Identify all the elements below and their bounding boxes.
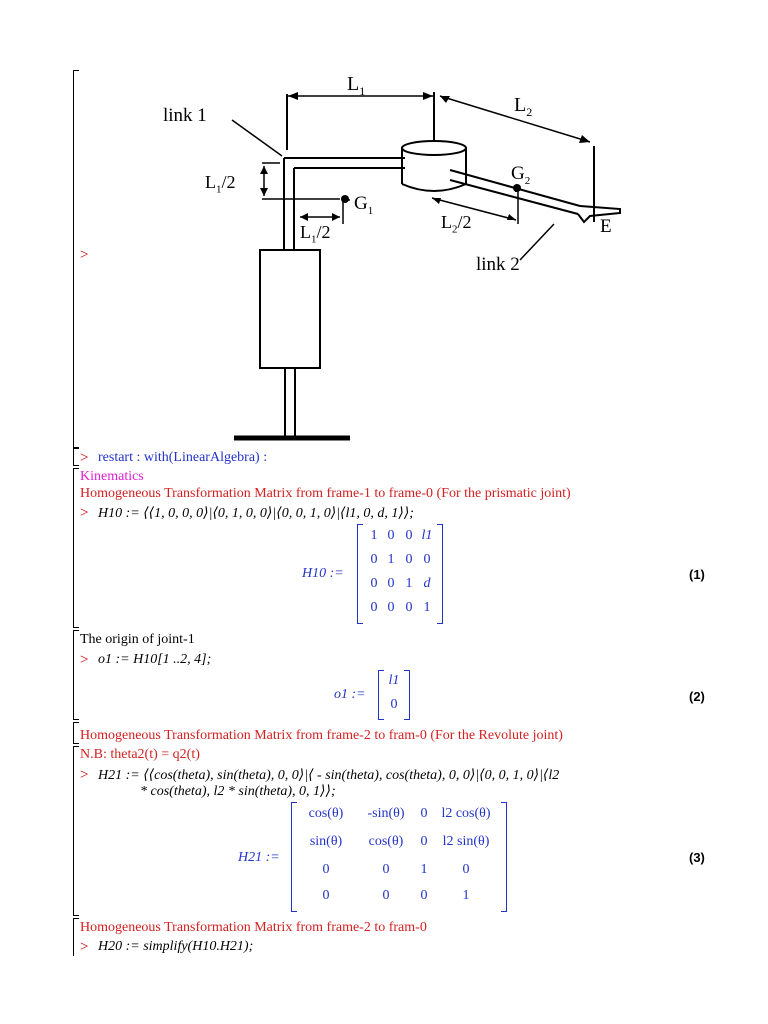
h10-cell: 0	[387, 528, 395, 543]
h10-lhs: H10 :=	[302, 566, 344, 581]
h10-cell: 1	[423, 600, 431, 615]
h10-cell: 0	[370, 600, 378, 615]
prompt-o1[interactable]: >	[80, 652, 89, 668]
robot-arm-diagram	[150, 72, 640, 444]
equation-label-1: (1)	[689, 567, 705, 582]
h21-matrix	[291, 802, 507, 912]
h21-cell: 1	[462, 888, 470, 903]
label-G1: $G_1$	[354, 193, 374, 217]
o1-cell: l1	[388, 673, 400, 688]
section-kinematics: Kinematics	[80, 469, 144, 484]
h21-cell: 0	[382, 888, 390, 903]
h10-cell: d	[423, 576, 431, 591]
h21-cell: 0	[382, 862, 390, 877]
h10-cell: 1	[387, 552, 395, 567]
label-L1-half-horizontal: $L_1/2$	[300, 222, 331, 246]
group-bracket-h21	[73, 746, 74, 916]
h10-cell: 0	[370, 576, 378, 591]
h21-lhs: H21 :=	[238, 850, 280, 865]
input-o1[interactable]: o1 := H10[1 ..2, 4];	[98, 652, 212, 667]
h10-cell: 0	[387, 600, 395, 615]
input-h21-line1[interactable]: H21 := ⟨⟨cos(theta), sin(theta), 0, 0⟩|⟨ - sin(theta), cos(theta), 0, 0⟩|⟨0, 0, 1, 0⟩|⟨l2	[98, 768, 560, 783]
label-link1: link 1	[163, 105, 207, 126]
title-h10: Homogeneous Transformation Matrix from frame-1 to frame-0 (For the prismatic joint)	[80, 486, 571, 501]
h10-cell: 0	[405, 528, 413, 543]
h10-cell: 0	[405, 600, 413, 615]
label-L2-half: $L_2/2$	[441, 212, 472, 236]
prompt-diagram[interactable]: >	[80, 247, 89, 263]
label-L1-half-vertical: $L_1/2$	[205, 172, 236, 196]
h10-cell: 0	[405, 552, 413, 567]
h21-cell: -sin(θ)	[367, 806, 405, 821]
label-E: E	[600, 216, 612, 237]
h10-cell: l1	[421, 528, 433, 543]
title-h20: Homogeneous Transformation Matrix from frame-2 to fram-0	[80, 920, 427, 935]
h21-cell: cos(θ)	[308, 806, 344, 821]
label-G2: $G_2$	[511, 163, 531, 187]
prompt-h21[interactable]: >	[80, 767, 89, 783]
group-bracket-o1	[73, 630, 74, 720]
equation-label-3: (3)	[689, 850, 705, 865]
group-bracket-restart	[73, 448, 74, 466]
h10-cell: 1	[370, 528, 378, 543]
o1-lhs: o1 :=	[334, 687, 366, 702]
h21-cell: l2 cos(θ)	[441, 806, 491, 821]
h21-cell: l2 sin(θ)	[442, 834, 490, 849]
title-h21: Homogeneous Transformation Matrix from frame-2 to fram-0 (For the Revolute joint)	[80, 728, 563, 743]
input-h21-line2[interactable]: * cos(theta), l2 * sin(theta), 0, 1⟩⟩;	[140, 784, 336, 799]
h21-cell: 0	[420, 834, 428, 849]
note-theta: N.B: theta2(t) = q2(t)	[80, 747, 200, 762]
input-h20[interactable]: H20 := simplify(H10.H21);	[98, 939, 254, 954]
group-bracket-h20	[73, 918, 74, 956]
label-L2: $L_2$	[514, 94, 533, 119]
prompt-h20[interactable]: >	[80, 939, 89, 955]
h10-matrix	[357, 524, 443, 624]
title-origin: The origin of joint-1	[80, 632, 195, 647]
o1-matrix	[378, 670, 410, 720]
h10-cell: 0	[387, 576, 395, 591]
h21-cell: 1	[420, 862, 428, 877]
label-link2: link 2	[476, 254, 520, 275]
h10-cell: 1	[405, 576, 413, 591]
h21-cell: 0	[420, 888, 428, 903]
h21-cell: 0	[462, 862, 470, 877]
group-bracket-h21-title	[73, 722, 74, 744]
input-restart[interactable]: restart : with(LinearAlgebra) :	[98, 450, 268, 465]
group-bracket-diagram	[73, 70, 74, 448]
o1-cell: 0	[390, 697, 398, 712]
h21-cell: 0	[322, 888, 330, 903]
equation-label-2: (2)	[689, 689, 705, 704]
group-bracket-h10	[73, 468, 74, 628]
h10-cell: 0	[370, 552, 378, 567]
h10-cell: 0	[423, 552, 431, 567]
h21-cell: 0	[420, 806, 428, 821]
h21-cell: sin(θ)	[309, 834, 343, 849]
input-h10[interactable]: H10 := ⟨⟨1, 0, 0, 0⟩|⟨0, 1, 0, 0⟩|⟨0, 0, 1, 0⟩|⟨l1, 0, d, 1⟩⟩;	[98, 506, 414, 521]
h21-cell: cos(θ)	[368, 834, 404, 849]
label-L1: $L_1$	[347, 73, 366, 98]
prompt-h10[interactable]: >	[80, 505, 89, 521]
prompt-restart[interactable]: >	[80, 450, 89, 466]
h21-cell: 0	[322, 862, 330, 877]
